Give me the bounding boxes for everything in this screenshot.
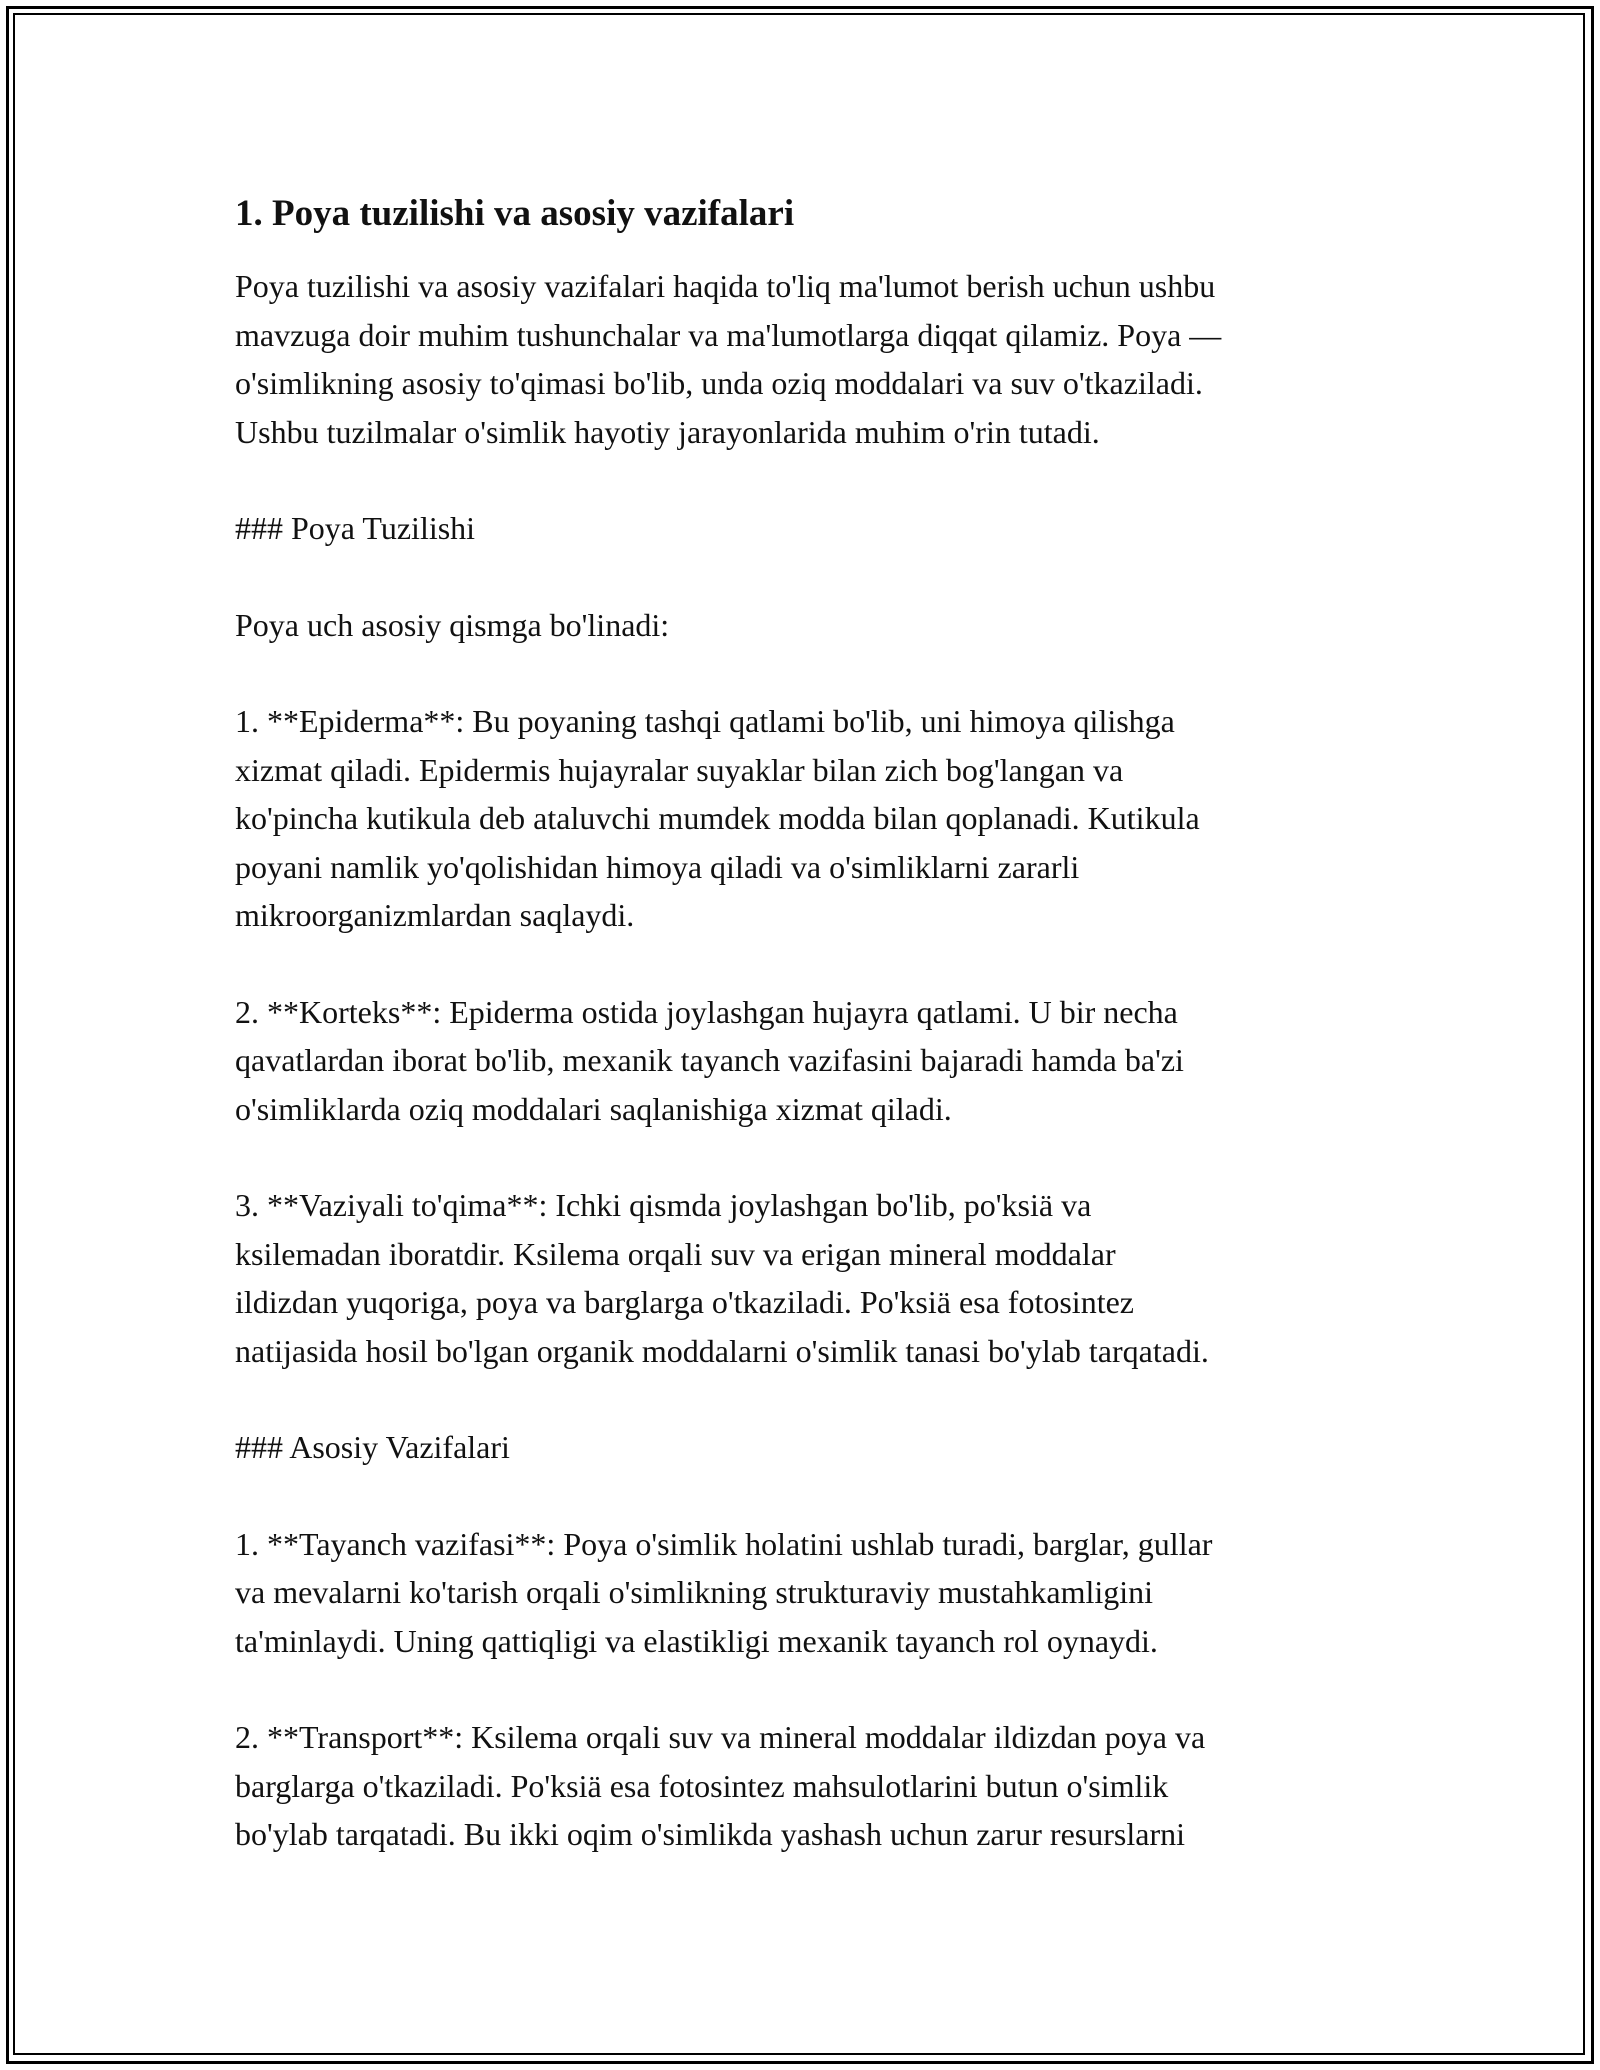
list-item-transport — [235, 1713, 1385, 1859]
text-line: qavatlardan iborat bo'lib, mexanik tayanch vazifasini bajaradi hamda ba'zi — [235, 1042, 1184, 1078]
text-line: bo'ylab tarqatadi. Bu ikki oqim o'simlikda yashash uchun zarur resurslarni — [235, 1816, 1185, 1852]
text-line: o'simliklarda oziq moddalari saqlanishiga xizmat qiladi. — [235, 1090, 952, 1127]
text-line: Ushbu tuzilmalar o'simlik hayotiy jarayonlarida muhim o'rin tutadi. — [235, 413, 1100, 450]
text-line: ### Poya Tuzilishi — [235, 510, 476, 546]
text-line: mikroorganizmlardan saqlaydi. — [235, 897, 635, 933]
text-line: ksilemadan iboratdir. Ksilema orqali suv va erigan mineral moddalar — [235, 1235, 1116, 1272]
text-line: natijasida hosil bo'lgan organik moddalarni o'simlik tanasi bo'ylab tarqatadi. — [235, 1332, 1209, 1369]
text-line: o'simlikning asosiy to'qimasi bo'lib, unda oziq moddalari va suv o'tkaziladi. — [235, 365, 1203, 401]
text-line: 1. **Epiderma**: Bu poyaning tashqi qatlami bo'lib, uni himoya qilishga — [235, 703, 1175, 739]
text-line: ### Asosiy Vazifalari — [235, 1429, 510, 1465]
document-body — [235, 186, 1385, 1907]
section-heading-structure — [235, 504, 1385, 553]
text-line: ko'pincha kutikula deb ataluvchi mumdek modda bilan qoplanadi. Kutikula — [235, 800, 1200, 836]
text-line: 2. **Korteks**: Epiderma ostida joylashgan hujayra qatlami. U bir necha — [235, 993, 1178, 1030]
list-item-tayanch — [235, 1520, 1385, 1666]
text-line: va mevalarni ko'tarish orqali o'simlikning strukturaviy mustahkamligini — [235, 1574, 1154, 1610]
text-line: mavzuga doir muhim tushunchalar va ma'lumotlarga diqqat qilamiz. Poya — — [235, 316, 1222, 353]
text-line: poyani namlik yo'qolishidan himoya qiladi va o'simliklarni zararli — [235, 848, 1080, 885]
section-heading-functions — [235, 1423, 1385, 1472]
text-line: 3. **Vaziyali to'qima**: Ichki qismda joylashgan bo'lib, po'ksiä va — [235, 1187, 1092, 1223]
text-line: 2. **Transport**: Ksilema orqali suv va mineral moddalar ildizdan poya va — [235, 1719, 1206, 1755]
structure-intro-paragraph — [235, 601, 1385, 650]
text-line: ildizdan yuqoriga, poya va barglarga o'tkaziladi. Po'ksiä esa fotosintez — [235, 1284, 1134, 1320]
text-line: 1. **Tayanch vazifasi**: Poya o'simlik holatini ushlab turadi, barglar, gullar — [235, 1525, 1213, 1562]
list-item-epiderma — [235, 697, 1385, 940]
document-title: 1. Poya tuzilishi va asosiy vazifalari — [235, 193, 795, 234]
list-item-korteks — [235, 988, 1385, 1134]
list-item-vaziyali-toqima — [235, 1181, 1385, 1375]
text-line: barglarga o'tkaziladi. Po'ksiä esa fotosintez mahsulotlarini butun o'simlik — [235, 1767, 1169, 1804]
text-line: ta'minlaydi. Uning qattiqligi va elastikligi mexanik tayanch rol oynaydi. — [235, 1622, 1158, 1659]
text-line: Poya tuzilishi va asosiy vazifalari haqida to'liq ma'lumot berish uchun ushbu — [235, 268, 1216, 304]
text-line: Poya uch asosiy qismga bo'linadi: — [235, 606, 670, 643]
intro-paragraph — [235, 262, 1385, 456]
text-line: xizmat qiladi. Epidermis hujayralar suyaklar bilan zich bog'langan va — [235, 751, 1124, 788]
